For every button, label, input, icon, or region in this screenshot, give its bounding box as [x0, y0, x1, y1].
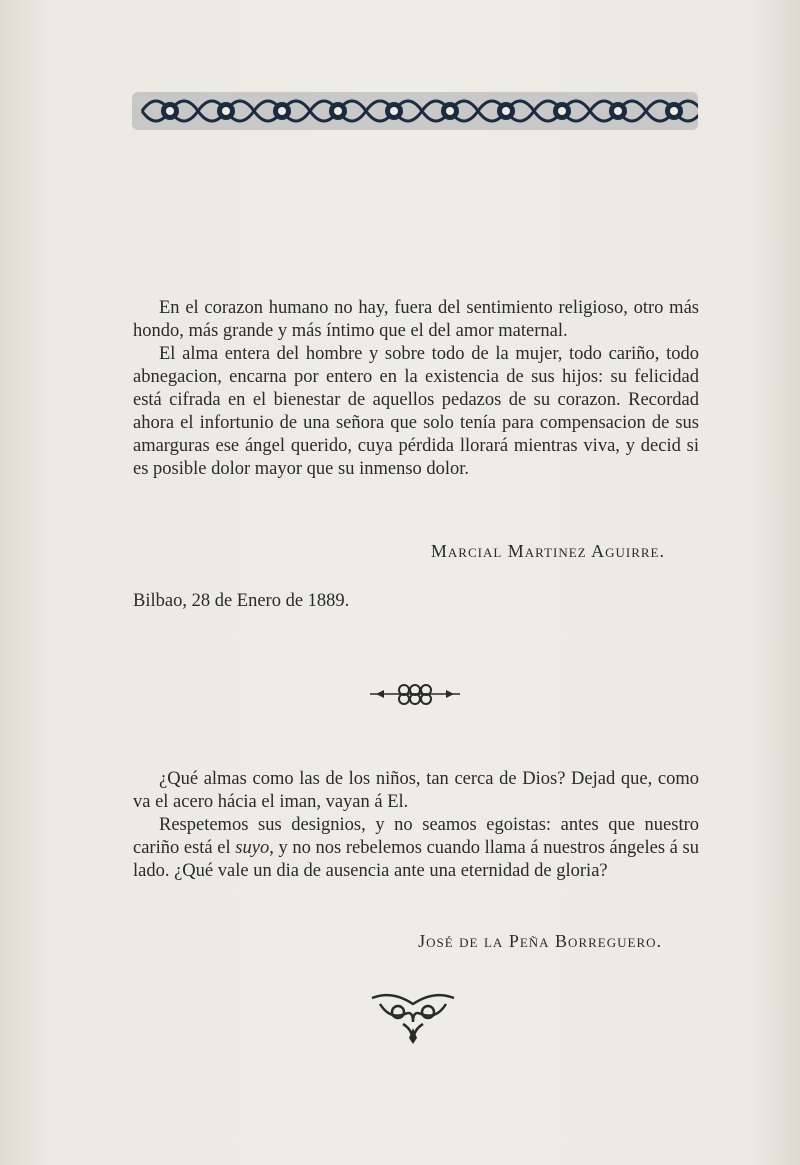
essay-maternal-love [133, 297, 699, 481]
closing-fleuron-ornament [368, 990, 458, 1046]
top-ornamental-border [132, 86, 698, 136]
essay1-paragraph-2: El alma entera del hombre y sobre todo de la mujer, todo cariño, todo abnegacion, encarna por entero en la existencia de sus hijos: su felicidad está cifrada en el bienestar de aquellos pedazos de su corazon. Recordad ahora el infortunio de una señora que solo tenía para compensacion de sus amarguras ese ángel querido, cuya pérdida llorará mientras viva, y decid si es posible dolor mayor que su inmenso dolor. [133, 344, 699, 479]
signature-marcial-martinez: Marcial Martinez Aguirre. [430, 541, 665, 561]
essay2-paragraph-2 [133, 814, 699, 883]
essay2-paragraph-2-start: Respetemos sus designios, y no seamos egoistas: antes que nuestro cariño está el [133, 815, 699, 858]
essay2-paragraph-1: ¿Qué almas como las de los niños, tan cerca de Dios? Dejad que, como va el acero hácia el iman, vayan á El. [133, 769, 699, 812]
dateline: Bilbao, 28 de Enero de 1889. [133, 591, 350, 611]
essay-children-souls [133, 768, 699, 883]
essay1-paragraph-1: En el corazon humano no hay, fuera del sentimiento religioso, otro más hondo, más grande y más íntimo que el del amor maternal. [133, 298, 699, 341]
section-divider-ornament [368, 681, 462, 707]
signature-jose-de-la-pena: José de la Peña Borreguero. [418, 931, 662, 951]
essay2-italic-word: suyo [235, 838, 270, 858]
essay2-paragraph-2-end: , y no nos rebelemos cuando llama á nuestros ángeles á su lado. ¿Qué vale un dia de ausencia ante una eternidad de gloria? [133, 838, 699, 881]
